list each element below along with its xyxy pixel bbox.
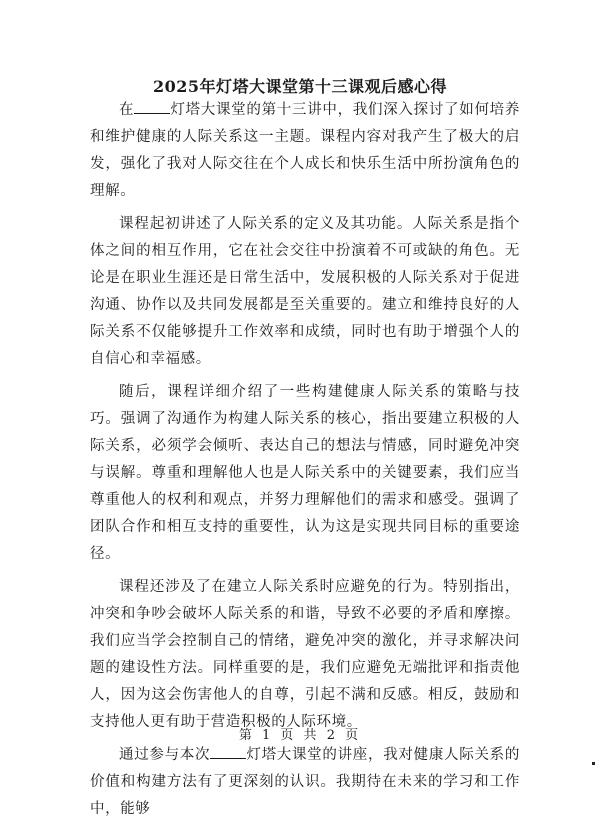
fill-in-blank	[134, 98, 170, 114]
paragraph-5	[90, 742, 520, 823]
paragraph-5-lead: 通过参与本次	[119, 747, 211, 763]
document-body	[90, 97, 520, 829]
page-number-footer: 第 1 页 共 2 页	[238, 728, 362, 743]
paragraph-1	[90, 97, 520, 205]
scan-speck	[592, 762, 595, 765]
paragraph-2: 课程起初讲述了人际关系的定义及其功能。人际关系是指个体之间的相互作用，它在社会交往中扮演着不可或缺的角色。无论是在职业生涯还是日常生活中，发展积极的人际关系对于促进沟通、协作以及共同发展都是至关重要的。建立和维持良好的人际关系不仅能够提升工作效率和成绩，同时也有助于增强个人的自信心和幸福感。	[90, 216, 520, 367]
paragraph-4: 课程还涉及了在建立人际关系时应避免的行为。特别指出，冲突和争吵会破坏人际关系的和谐，导致不必要的矛盾和摩擦。我们应当学会控制自己的情绪，避免冲突的激化，并寻求解决问题的建设性方法。同样重要的是，我们应避免无端批评和指责他人，因为这会伤害他人的自尊，引起不满和反感。相反，鼓励和支持他人更有助于营造积极的人际环境。	[90, 579, 520, 730]
paragraph-1-lead: 在	[119, 102, 135, 118]
paragraph-5-text: 灯塔大课堂的讲座，我对健康人际关系的价值和构建方法有了更深刻的认识。我期待在未来的学习和工作中，能够	[90, 747, 520, 817]
document-title: 2025年灯塔大课堂第十三课观后感心得	[152, 77, 448, 96]
paragraph-1-text: 灯塔大课堂的第十三讲中，我们深入探讨了如何培养和维护健康的人际关系这一主题。课程内容对我产生了极大的启发，强化了我对人际交往在个人成长和快乐生活中所扮演角色的理解。	[90, 102, 520, 199]
fill-in-blank	[210, 743, 246, 759]
paragraph-3: 随后，课程详细介绍了一些构建健康人际关系的策略与技巧。强调了沟通作为构建人际关系的核心，指出要建立积极的人际关系，必须学会倾听、表达自己的想法与情感，同时避免冲突与误解。尊重和理解他人也是人际关系中的关键要素，我们应当尊重他人的权利和观点，并努力理解他们的需求和感受。强调了团队合作和相互支持的重要性，认为这是实现共同目标的重要途径。	[90, 384, 520, 562]
